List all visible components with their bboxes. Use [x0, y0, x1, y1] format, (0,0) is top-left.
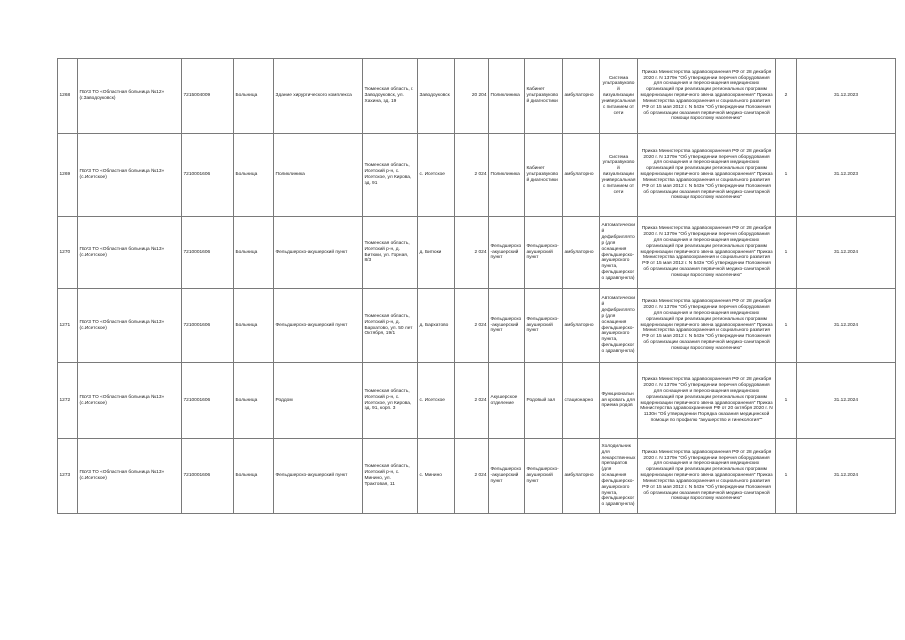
table-body	[58, 59, 896, 514]
year: 20 204	[455, 59, 489, 134]
quantity: 1	[776, 217, 797, 289]
settlement: с. Исетское	[418, 363, 455, 439]
care-type: амбулаторно	[563, 59, 600, 134]
table-row	[58, 289, 896, 363]
table-row	[58, 134, 896, 217]
care-type: стационарно	[563, 363, 600, 439]
settlement: д. Бархатово	[418, 289, 455, 363]
facility-type: Больница	[234, 363, 274, 439]
regulatory-document: Приказ Министерства здравоохранения РФ от 28 декабря 2020 г. N 1379н "Об утверждении перечня оборудования для оснащения и переоснащения медицинских организаций при реализации региональных программ модернизации первичного звена здравоохранения" Приказ Министерства здравоохранения и социального развития РФ от 15 мая 2012 г. N 543н "Об утверждении Положения об организации оказания первичной медико-санитарной помощи взрослому населению"	[638, 217, 776, 289]
care-type: амбулаторно	[563, 134, 600, 217]
organization-name: ГБУЗ ТО «Областная больница №13» (с.Исетское)	[78, 134, 182, 217]
regulatory-document: Приказ Министерства здравоохранения РФ от 28 декабря 2020 г. N 1379н "Об утверждении перечня оборудования для оснащения и переоснащения медицинских организаций при реализации региональных программ модернизации первичного звена здравоохранения" Приказ Министерства здравоохранения и социального развития РФ от 15 мая 2012 г. N 543н "Об утверждении Положения об организации оказания первичной медико-санитарной помощи взрослому населению"	[638, 439, 776, 514]
equipment-name: Автоматический дефибриллятор (для оснащения фельдшерско-акушерского пункта, фельдшерского здравпункта)	[600, 217, 638, 289]
facility-type: Больница	[234, 134, 274, 217]
inn-code: 7210001606	[182, 134, 234, 217]
inn-code: 7210001606	[182, 439, 234, 514]
unit-name: Здание хирургического комплекса	[274, 59, 363, 134]
care-type: амбулаторно	[563, 217, 600, 289]
inn-code: 7210001606	[182, 363, 234, 439]
equipment-name: Холодильник для лекарственных препаратов (для оснащения фельдшерско-акушерского пункта, фельдшерского здравпункта)	[600, 439, 638, 514]
inn-code: 7210001606	[182, 217, 234, 289]
address: Тюменская область, Исетский р-н, с. Исетское, ул Кирова, зд. 91	[363, 134, 418, 217]
organization-name: ГБУЗ ТО «Областная больница №13» (с.Исетское)	[78, 289, 182, 363]
facility-type: Больница	[234, 439, 274, 514]
facility-type: Больница	[234, 217, 274, 289]
deadline-date: 31.12.2024	[797, 439, 896, 514]
department: Поликлиника	[489, 59, 525, 134]
address: Тюменская область, Исетский р-н, д. Бархатово, ул. 50 лет Октября, 19/1	[363, 289, 418, 363]
table-row	[58, 439, 896, 514]
year: 2 024	[455, 289, 489, 363]
facility-type: Больница	[234, 289, 274, 363]
inn-code: 7215004009	[182, 59, 234, 134]
deadline-date: 31.12.2024	[797, 363, 896, 439]
settlement: с. Исетское	[418, 134, 455, 217]
room: Родовый зал	[525, 363, 563, 439]
row-number: 1271	[58, 289, 78, 363]
department: Фельдшерско-акушерский пункт	[489, 289, 525, 363]
table-row	[58, 363, 896, 439]
year: 2 024	[455, 134, 489, 217]
unit-name: Фельдшерско-акушерский пункт	[274, 217, 363, 289]
row-number: 1272	[58, 363, 78, 439]
quantity: 1	[776, 363, 797, 439]
room: Кабинет ультразвуковой диагностики	[525, 59, 563, 134]
care-type: амбулаторно	[563, 289, 600, 363]
deadline-date: 31.12.2024	[797, 289, 896, 363]
equipment-name: Функциональная кровать для приема родов	[600, 363, 638, 439]
department: Фельдшерско-акушерский пункт	[489, 439, 525, 514]
row-number: 1268	[58, 59, 78, 134]
row-number: 1273	[58, 439, 78, 514]
address: Тюменская область, Исетский р-н, д. Битюки, ул. Горная, 8/3	[363, 217, 418, 289]
deadline-date: 31.12.2023	[797, 59, 896, 134]
equipment-name: Система ультразвуковой визуализации универсальная с питанием от сети	[600, 59, 638, 134]
care-type: амбулаторно	[563, 439, 600, 514]
year: 2 024	[455, 439, 489, 514]
unit-name: Фельдшерско-акушерский пункт	[274, 289, 363, 363]
quantity: 1	[776, 289, 797, 363]
table-row	[58, 217, 896, 289]
address: Тюменская область, Исетский р-н, с. Минино, ул. Трактовая, 11	[363, 439, 418, 514]
regulatory-document: Приказ Министерства здравоохранения РФ от 28 декабря 2020 г. N 1379н "Об утверждении перечня оборудования для оснащения и переоснащения медицинских организаций при реализации региональных программ модернизации первичного звена здравоохранения" Приказ Министерства здравоохранения и социального развития РФ от 15 мая 2012 г. N 543н "Об утверждении Положения об организации оказания первичной медико-санитарной помощи взрослому населению"	[638, 134, 776, 217]
department: Поликлиника	[489, 134, 525, 217]
unit-name: Фельдшерско-акушерский пункт	[274, 439, 363, 514]
organization-name: ГБУЗ ТО «Областная больница №13» (с.Исетское)	[78, 439, 182, 514]
equipment-name: Автоматический дефибриллятор (для оснащения фельдшерско-акушерского пункта, фельдшерского здравпункта)	[600, 289, 638, 363]
regulatory-document: Приказ Министерства здравоохранения РФ от 28 декабря 2020 г. N 1379н "Об утверждении перечня оборудования для оснащения и переоснащения медицинских организаций при реализации региональных программ модернизации первичного звена здравоохранения" Приказ Министерства здравоохранения и социального развития РФ от 15 мая 2012 г. N 543н "Об утверждении Положения об организации оказания первичной медико-санитарной помощи взрослому населению"	[638, 289, 776, 363]
organization-name: ГБУЗ ТО «Областная больница №12» (г.Заводоуковск)	[78, 59, 182, 134]
quantity: 1	[776, 439, 797, 514]
room: Фельдшерско-акушерский пункт	[525, 289, 563, 363]
year: 2 024	[455, 217, 489, 289]
department: Фельдшерско-акушерский пункт	[489, 217, 525, 289]
equipment-name: Система ультразвуковой визуализации универсальная с питанием от сети	[600, 134, 638, 217]
regulatory-document: Приказ Министерства здравоохранения РФ от 28 декабря 2020 г. N 1379н "Об утверждении перечня оборудования для оснащения и переоснащения медицинских организаций при реализации региональных программ модернизации первичного звена здравоохранения" Приказ Министерства здравоохранения и социального развития РФ от 15 мая 2012 г. N 543н "Об утверждении Положения об организации оказания первичной медико-санитарной помощи взрослому населению"	[638, 59, 776, 134]
department: Акушерское отделение	[489, 363, 525, 439]
room: Фельдшерско-акушерский пункт	[525, 439, 563, 514]
year: 2 024	[455, 363, 489, 439]
quantity: 1	[776, 134, 797, 217]
row-number: 1269	[58, 134, 78, 217]
unit-name: Поликлиника	[274, 134, 363, 217]
table-row	[58, 59, 896, 134]
room: Фельдшерско-акушерский пункт	[525, 217, 563, 289]
settlement: Заводоуковск	[418, 59, 455, 134]
address: Тюменская область, Исетский р-н, с. Исетское, ул Кирова, зд. 91, корп. 3	[363, 363, 418, 439]
settlement: с. Минино	[418, 439, 455, 514]
equipment-table	[57, 58, 896, 514]
organization-name: ГБУЗ ТО «Областная больница №13» (с.Исетское)	[78, 363, 182, 439]
unit-name: Роддом	[274, 363, 363, 439]
room: Кабинет ультразвуковой диагностики	[525, 134, 563, 217]
regulatory-document: Приказ Министерства здравоохранения РФ от 28 декабря 2020 г. N 1379н "Об утверждении перечня оборудования для оснащения и переоснащения медицинских организаций при реализации региональных программ модернизации первичного звена здравоохранения" Приказ Министерства здравоохранения РФ от 20 октября 2020 г. N 1130н "Об утверждении Порядка оказания медицинской помощи по профилю "акушерство и гинекология""	[638, 363, 776, 439]
address: Тюменская область, г. Заводоуковск, ул. Хахина, зд. 19	[363, 59, 418, 134]
inn-code: 7210001606	[182, 289, 234, 363]
organization-name: ГБУЗ ТО «Областная больница №13» (с.Исетское)	[78, 217, 182, 289]
quantity: 2	[776, 59, 797, 134]
deadline-date: 31.12.2024	[797, 217, 896, 289]
deadline-date: 31.12.2023	[797, 134, 896, 217]
row-number: 1270	[58, 217, 78, 289]
facility-type: Больница	[234, 59, 274, 134]
settlement: д. Битюки	[418, 217, 455, 289]
